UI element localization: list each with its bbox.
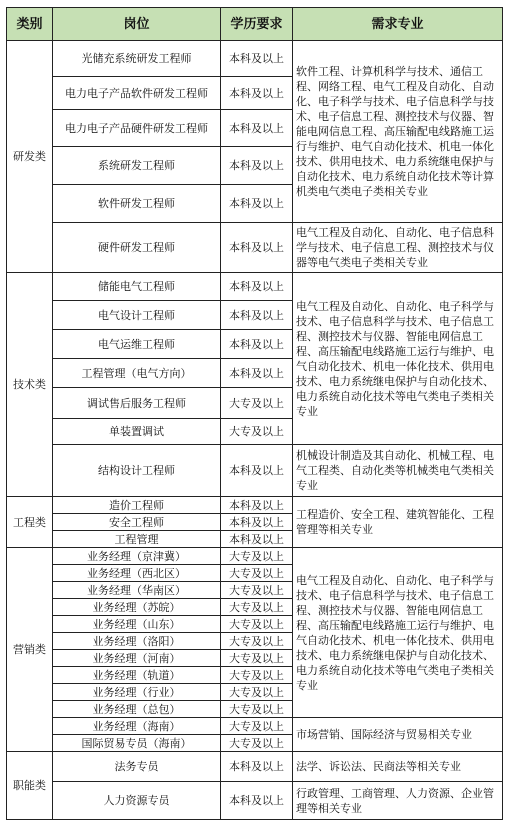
category-sales: 营销类: [7, 548, 53, 752]
table-row: [7, 752, 503, 782]
major-cell: 市场营销、国际经济与贸易相关专业: [293, 718, 503, 752]
header-category: 类别: [7, 8, 53, 41]
position-cell: 电力电子产品软件研发工程师: [53, 77, 221, 110]
position-cell: 储能电气工程师: [53, 273, 221, 301]
education-cell: 大专及以上: [221, 548, 293, 565]
education-cell: 本科及以上: [221, 41, 293, 77]
education-cell: 本科及以上: [221, 359, 293, 388]
major-cell: 行政管理、工商管理、人力资源、企业管理等相关专业: [293, 782, 503, 820]
position-cell: 系统研发工程师: [53, 147, 221, 185]
header-major: 需求专业: [293, 8, 503, 41]
education-cell: 本科及以上: [221, 330, 293, 359]
education-cell: 本科及以上: [221, 223, 293, 273]
education-cell: 本科及以上: [221, 782, 293, 820]
position-cell: 安全工程师: [53, 514, 221, 531]
category-func: 职能类: [7, 752, 53, 820]
position-cell: 业务经理（华南区）: [53, 582, 221, 599]
education-cell: 本科及以上: [221, 110, 293, 147]
major-cell: 法学、诉讼法、民商法等相关专业: [293, 752, 503, 782]
position-cell: 业务经理（苏皖）: [53, 599, 221, 616]
education-cell: 本科及以上: [221, 273, 293, 301]
education-cell: 本科及以上: [221, 445, 293, 497]
education-cell: 大专及以上: [221, 684, 293, 701]
education-cell: 本科及以上: [221, 497, 293, 514]
education-cell: 本科及以上: [221, 301, 293, 330]
header-position: 岗位: [53, 8, 221, 41]
position-cell: 造价工程师: [53, 497, 221, 514]
education-cell: 本科及以上: [221, 514, 293, 531]
position-cell: 单装置调试: [53, 419, 221, 445]
position-cell: 业务经理（京津冀）: [53, 548, 221, 565]
position-cell: 业务经理（总包）: [53, 701, 221, 718]
category-tech: 技术类: [7, 273, 53, 497]
major-cell: 软件工程、计算机科学与技术、通信工程、网络工程、电气工程及自动化、自动化、电子科学与技术、电子信息科学与技术、电子信息工程、测控技术与仪器、智能电网信息工程、高压输配电线路施工运行与维护、电气自动化技术、机电一体化技术、供用电技术、电力系统继电保护与自动化技术、电力系统自动化技术等计算机类电气类电子类相关专业: [293, 41, 503, 223]
major-cell: 工程造价、安全工程、建筑智能化、工程管理等相关专业: [293, 497, 503, 548]
table-row: [7, 223, 503, 273]
education-cell: 大专及以上: [221, 667, 293, 684]
position-cell: 电气运维工程师: [53, 330, 221, 359]
table-row: [7, 445, 503, 497]
education-cell: 大专及以上: [221, 599, 293, 616]
position-cell: 业务经理（行业）: [53, 684, 221, 701]
education-cell: 大专及以上: [221, 650, 293, 667]
position-cell: 调试售后服务工程师: [53, 388, 221, 419]
position-cell: 结构设计工程师: [53, 445, 221, 497]
position-cell: 业务经理（轨道）: [53, 667, 221, 684]
position-cell: 业务经理（河南）: [53, 650, 221, 667]
position-cell: 硬件研发工程师: [53, 223, 221, 273]
education-cell: 本科及以上: [221, 77, 293, 110]
position-cell: 工程管理: [53, 531, 221, 548]
education-cell: 大专及以上: [221, 701, 293, 718]
education-cell: 本科及以上: [221, 185, 293, 223]
position-cell: 业务经理（山东）: [53, 616, 221, 633]
table-header-row: [7, 8, 503, 41]
category-rd: 研发类: [7, 41, 53, 273]
education-cell: 大专及以上: [221, 582, 293, 599]
table-row: [7, 548, 503, 565]
position-cell: 光储充系统研发工程师: [53, 41, 221, 77]
table-row: [7, 782, 503, 820]
position-cell: 电气设计工程师: [53, 301, 221, 330]
education-cell: 大专及以上: [221, 735, 293, 752]
position-cell: 工程管理（电气方向）: [53, 359, 221, 388]
major-cell: 电气工程及自动化、自动化、电子信息科学与技术、电子信息工程、测控技术与仪器等电气类电子类相关专业: [293, 223, 503, 273]
position-cell: 国际贸易专员（海南）: [53, 735, 221, 752]
education-cell: 大专及以上: [221, 718, 293, 735]
education-cell: 大专及以上: [221, 419, 293, 445]
education-cell: 大专及以上: [221, 388, 293, 419]
category-eng: 工程类: [7, 497, 53, 548]
position-cell: 人力资源专员: [53, 782, 221, 820]
table-row: [7, 497, 503, 514]
position-cell: 法务专员: [53, 752, 221, 782]
position-cell: 业务经理（海南）: [53, 718, 221, 735]
table-row: [7, 273, 503, 301]
education-cell: 大专及以上: [221, 565, 293, 582]
major-cell: 电气工程及自动化、自动化、电子科学与技术、电子信息科学与技术、电子信息工程、测控技术与仪器、智能电网信息工程、高压输配电线路施工运行与维护、电气自动化技术、机电一体化技术、供用电技术、电力系统继电保护与自动化技术、电力系统自动化技术等电气类电子类相关专业: [293, 548, 503, 718]
header-education: 学历要求: [221, 8, 293, 41]
education-cell: 本科及以上: [221, 147, 293, 185]
major-cell: 电气工程及自动化、自动化、电子科学与技术、电子信息科学与技术、电子信息工程、测控技术与仪器、智能电网信息工程、高压输配电线路施工运行与维护、电气自动化技术、机电一体化技术、供用电技术、电力系统继电保护与自动化技术、电力系统自动化技术等电气类电子类相关专业: [293, 273, 503, 445]
education-cell: 本科及以上: [221, 752, 293, 782]
education-cell: 大专及以上: [221, 616, 293, 633]
education-cell: 大专及以上: [221, 633, 293, 650]
table-row: [7, 41, 503, 77]
position-cell: 软件研发工程师: [53, 185, 221, 223]
education-cell: 本科及以上: [221, 531, 293, 548]
position-cell: 电力电子产品硬件研发工程师: [53, 110, 221, 147]
position-cell: 业务经理（洛阳）: [53, 633, 221, 650]
major-cell: 机械设计制造及其自动化、机械工程、电气工程类、自动化类等机械类电气类相关专业: [293, 445, 503, 497]
recruitment-table: [6, 7, 503, 820]
table-row: [7, 718, 503, 735]
position-cell: 业务经理（西北区）: [53, 565, 221, 582]
